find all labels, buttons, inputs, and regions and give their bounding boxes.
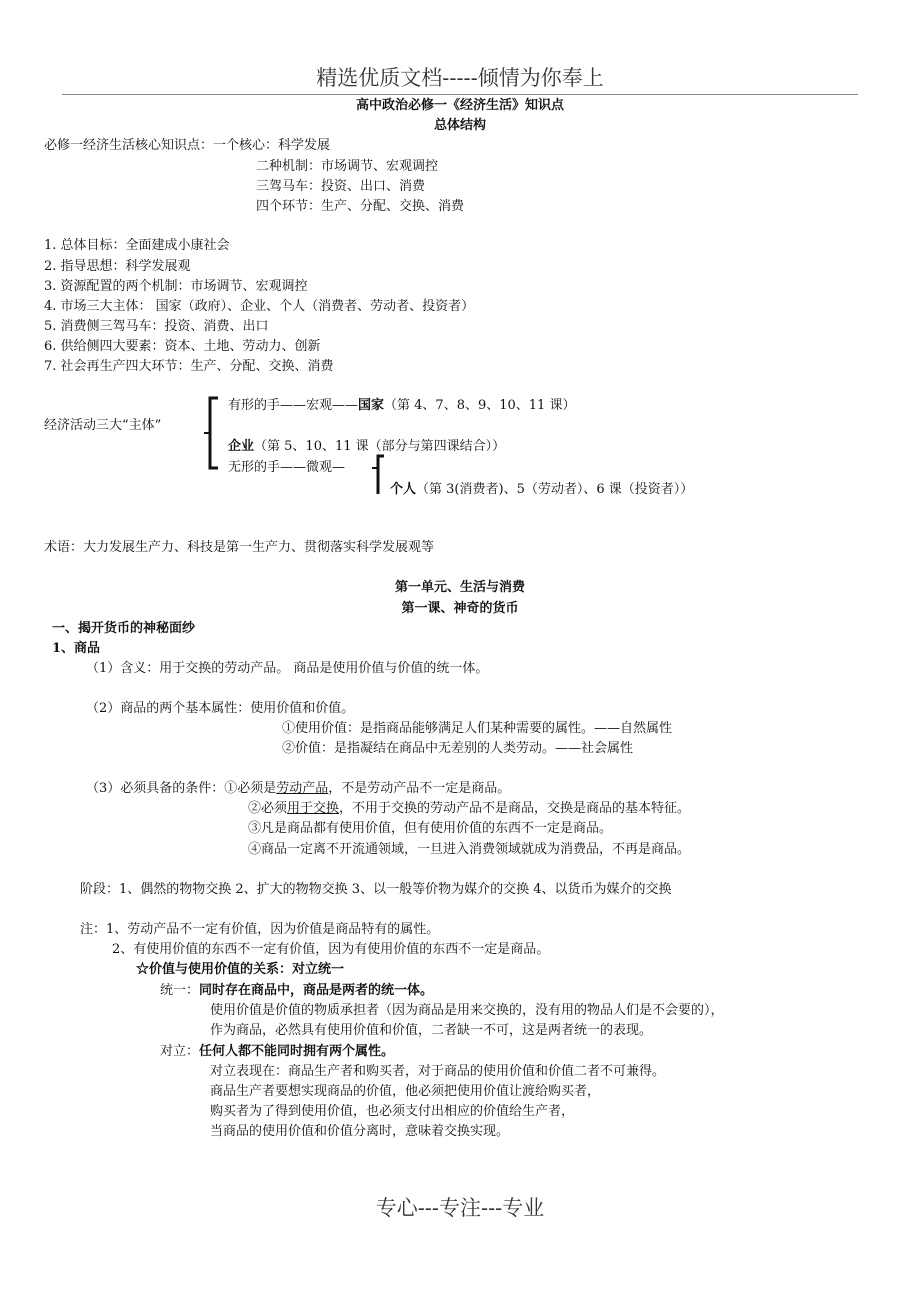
core-line-4: 四个环节：生产、分配、交换、消费	[256, 199, 465, 214]
list-item: 3. 资源配置的两个机制：市场调节、宏观调控	[44, 279, 308, 294]
invisible-hand-line: 无形的手——微观—	[228, 460, 346, 475]
page-footer: 专心---专注---专业	[375, 1196, 545, 1220]
opposition-heading: 对立：任何人都不能同时拥有两个属性。	[160, 1044, 395, 1059]
attr-use-value: ①使用价值：是指商品能够满足人们某种需要的属性。——自然属性	[282, 721, 673, 736]
note-1: 注：1、劳动产品不一定有价值，因为价值是商品特有的属性。	[80, 922, 440, 937]
individual-line: 个人（第 3(消费者)、5（劳动者）、6 课（投资者））	[390, 482, 694, 497]
core-line-2: 二种机制：市场调节、宏观调控	[256, 159, 439, 174]
opposition-line-4: 当商品的使用价值和价值分离时，意味着交换实现。	[210, 1124, 510, 1139]
section-heading: 一、揭开货币的神秘面纱	[52, 621, 196, 636]
condition-4: ④商品一定离不开流通领域，一旦进入消费领域就成为消费品，不再是商品。	[248, 842, 691, 857]
visible-hand-line: 有形的手——宏观——国家（第 4、7、8、9、10、11 课）	[228, 398, 576, 413]
diagram-label: 经济活动三大“主体”	[44, 418, 162, 433]
page-header: 精选优质文档-----倾情为你奉上	[316, 66, 604, 90]
stages-line: 阶段：1、偶然的物物交换 2、扩大的物物交换 3、以一般等价物为媒介的交换 4、以货币为媒介的交换	[80, 882, 672, 897]
note-2: 2、有使用价值的东西不一定有价值，因为有使用价值的东西不一定是商品。	[112, 942, 550, 957]
subsection-heading: 1、商品	[52, 641, 101, 656]
condition-3: ③凡是商品都有使用价值，但有使用价值的东西不一定是商品。	[248, 821, 613, 836]
list-item: 2. 指导思想：科学发展观	[44, 259, 191, 274]
terms-line: 术语：大力发展生产力、科技是第一生产力、贯彻落实科学发展观等	[44, 540, 435, 555]
list-item: 1. 总体目标：全面建成小康社会	[44, 238, 230, 253]
para-attributes: （2）商品的两个基本属性：使用价值和价值。	[86, 701, 355, 716]
small-brace	[378, 456, 384, 494]
lesson-title: 第一课、神奇的货币	[401, 601, 519, 616]
doc-title: 高中政治必修一《经济生活》知识点	[355, 98, 564, 113]
unit-title: 第一单元、生活与消费	[394, 580, 525, 595]
opposition-line-3: 购买者为了得到使用价值，也必须支付出相应的价值给生产者，	[210, 1104, 575, 1119]
list-item: 5. 消费侧三驾马车：投资、消费、出口	[44, 319, 269, 334]
core-line-3: 三驾马车：投资、出口、消费	[256, 179, 426, 194]
big-brace	[210, 398, 218, 468]
opposition-line-2: 商品生产者要想实现商品的价值，他必须把使用价值让渡给购买者，	[210, 1084, 601, 1099]
condition-2: ②必须用于交换，不用于交换的劳动产品不是商品，交换是商品的基本特征。	[248, 801, 691, 816]
para-meaning: （1）含义：用于交换的劳动产品。 商品是使用价值与价值的统一体。	[86, 661, 489, 676]
list-item: 4. 市场三大主体： 国家（政府）、企业、个人（消费者、劳动者、投资者）	[44, 299, 475, 314]
unity-line-2: 作为商品，必然具有使用价值和价值，二者缺一不可，这是两者统一的表现。	[210, 1023, 653, 1038]
enterprise-line: 企业（第 5、10、11 课（部分与第四课结合））	[228, 439, 506, 454]
attr-value: ②价值：是指凝结在商品中无差别的人类劳动。——社会属性	[282, 741, 634, 756]
core-lead: 必修一经济生活核心知识点：一个核心：科学发展	[44, 138, 331, 153]
list-item: 7. 社会再生产四大环节：生产、分配、交换、消费	[44, 359, 334, 374]
condition-1: （3）必须具备的条件：①必须是劳动产品，不是劳动产品不一定是商品。	[86, 781, 511, 796]
doc-subtitle: 总体结构	[433, 118, 486, 133]
header-rule	[62, 94, 858, 95]
unity-line-1: 使用价值是价值的物质承担者（因为商品是用来交换的，没有用的物品人们是不会要的），	[210, 1003, 724, 1018]
list-item: 6. 供给侧四大要素：资本、土地、劳动力、创新	[44, 339, 321, 354]
opposition-line-1: 对立表现在：商品生产者和购买者，对于商品的使用价值和价值二者不可兼得。	[210, 1064, 666, 1079]
unity-heading: 统一：同时存在商品中，商品是两者的统一体。	[160, 983, 434, 998]
relation-title: ☆价值与使用价值的关系：对立统一	[136, 962, 345, 977]
